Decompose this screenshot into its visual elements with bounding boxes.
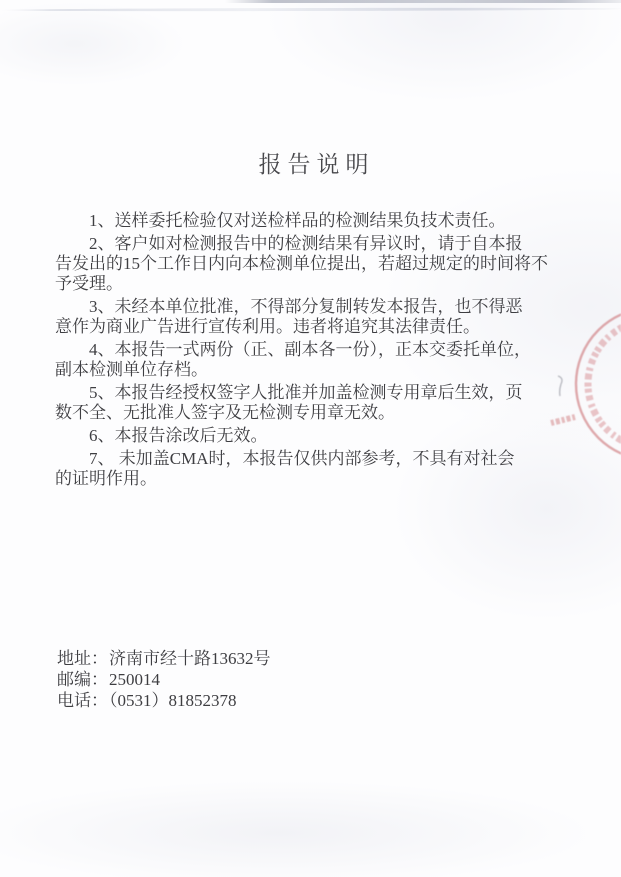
note-line: 意作为商业广告进行宣传利用。违者将追究其法律责任。 <box>55 317 480 336</box>
red-seal-stamp-icon <box>531 290 621 460</box>
postcode-value: 250014 <box>109 670 160 689</box>
note-line: 7、 未加盖CMA时，本报告仅供内部参考，不具有对社会 <box>89 449 515 468</box>
page-title: 报告说明 <box>258 152 375 178</box>
contact-info-block <box>57 648 271 711</box>
report-note-item <box>55 449 559 489</box>
note-line: 1、送样委托检验仅对送检样品的检测结果负技术责任。 <box>89 211 506 230</box>
note-line: 数不全、无批准人签字及无检测专用章无效。 <box>55 403 395 422</box>
address-value: 济南市经十路13632号 <box>109 649 271 668</box>
postcode-label: 邮编： <box>57 670 108 689</box>
note-line: 予受理。 <box>55 274 123 293</box>
scan-edge-artifact <box>225 0 621 3</box>
contact-phone-row <box>57 690 271 711</box>
contact-postcode-row <box>57 669 271 690</box>
report-notes <box>55 211 559 492</box>
note-line: 4、本报告一式两份（正、副本各一份），正本交委托单位， <box>89 340 531 359</box>
note-line: 的证明作用。 <box>55 469 157 488</box>
address-label: 地址： <box>57 649 108 668</box>
phone-label: 电话： <box>57 691 108 710</box>
report-note-item <box>55 234 559 294</box>
note-line: 副本检测单位存档。 <box>55 360 208 379</box>
scan-edge-artifact <box>0 7 621 11</box>
report-note-item <box>55 340 559 380</box>
note-line: 告发出的15个工作日内向本检测单位提出，若超过规定的时间将不 <box>55 254 548 273</box>
note-line: 6、本报告涂改后无效。 <box>89 426 268 445</box>
report-note-item <box>55 211 559 231</box>
note-line: 5、本报告经授权签字人批准并加盖检测专用章后生效，页 <box>89 383 523 402</box>
report-note-item <box>55 426 559 446</box>
report-note-item <box>55 383 559 423</box>
note-line: 3、未经本单位批准，不得部分复制转发本报告，也不得恶 <box>89 297 523 316</box>
phone-value: （0531）81852378 <box>109 691 237 710</box>
report-note-item <box>55 297 559 337</box>
contact-address-row <box>57 648 271 669</box>
note-line: 2、客户如对检测报告中的检测结果有异议时，请于自本报 <box>89 234 523 253</box>
